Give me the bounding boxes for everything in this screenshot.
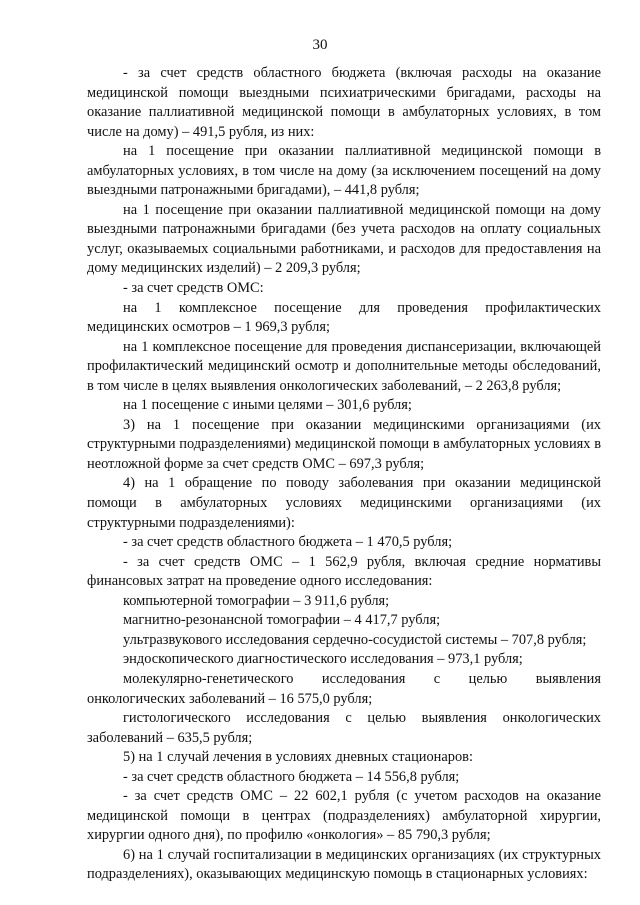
paragraph: - за счет средств областного бюджета – 14 556,8 рубля; xyxy=(123,768,460,785)
paragraph: на 1 посещение с иными целями – 301,6 рубля; xyxy=(123,397,412,414)
paragraph: молекулярно-генетического исследования с целью выявления онкологических заболеваний – 16 575,0 рубля; xyxy=(87,670,601,707)
paragraph: на 1 посещение при оказании паллиативной медицинской помощи на дому выездными патронажными бригадами (без учета расходов на оплату социальных услуг, оказываемых социальными работниками, и расходов для предоставления на дому медицинских изделий) – 2 209,3 рубля; xyxy=(87,201,601,277)
paragraph: 3) на 1 посещение при оказании медицинскими организациями (их структурными подразделениями) медицинской помощи в амбулаторных условиях в неотложной форме за счет средств ОМС – 697,3 рубля; xyxy=(87,416,601,472)
paragraph: - за счет средств областного бюджета (включая расходы на оказание медицинской помощи выездными психиатрическими бригадами, расходы на оказание паллиативной медицинской помощи в амбулаторных условиях, в том числе на дому) – 491,5 рубля, из них: xyxy=(87,65,601,140)
paragraph: гистологического исследования с целью выявления онкологических заболеваний – 635,5 рубля; xyxy=(87,710,601,746)
paragraph: эндоскопического диагностического исследования – 973,1 рубля; xyxy=(123,651,523,668)
paragraph: на 1 комплексное посещение для проведения профилактических медицинских осмотров – 1 969,3 рубля; xyxy=(87,299,601,336)
document-body xyxy=(87,64,601,885)
paragraph: компьютерной томографии – 3 911,6 рубля; xyxy=(123,592,390,609)
page-number: 30 xyxy=(312,37,328,53)
paragraph: - за счет средств ОМС – 22 602,1 рубля (с учетом расходов на оказание медицинской помощи в центрах (подразделениях) амбулаторной хирургии, хирургии одного дня), по профилю «онкология» – 85 790,3 рубля; xyxy=(87,788,601,844)
paragraph: - за счет средств областного бюджета – 1 470,5 рубля; xyxy=(123,534,453,551)
paragraph: 6) на 1 случай госпитализации в медицинских организациях (их структурных подразделениях), оказывающих медицинскую помощь в стационарных условиях: xyxy=(87,846,601,883)
paragraph: 5) на 1 случай лечения в условиях дневных стационаров: xyxy=(123,749,473,766)
paragraph: - за счет средств ОМС – 1 562,9 рубля, включая средние нормативы финансовых затрат на проведение одного исследования: xyxy=(87,553,601,590)
paragraph: 4) на 1 обращение по поводу заболевания при оказании медицинской помощи в амбулаторных условиях медицинскими организациями (их структурными подразделениями): xyxy=(87,475,601,531)
paragraph: - за счет средств ОМС: xyxy=(123,280,264,297)
paragraph: магнитно-резонансной томографии – 4 417,7 рубля; xyxy=(123,612,441,629)
paragraph: ультразвукового исследования сердечно-сосудистой системы – 707,8 рубля; xyxy=(123,631,587,648)
paragraph: на 1 посещение при оказании паллиативной медицинской помощи в амбулаторных условиях, в том числе на дому (за исключением посещений на дому выездными патронажными бригадами), – 441,8 рубля; xyxy=(87,143,601,199)
paragraph: на 1 комплексное посещение для проведения диспансеризации, включающей профилактический медицинский осмотр и дополнительные методы обследований, в том числе в целях выявления онкологических заболеваний, – 2 263,8 рубля; xyxy=(87,338,601,394)
